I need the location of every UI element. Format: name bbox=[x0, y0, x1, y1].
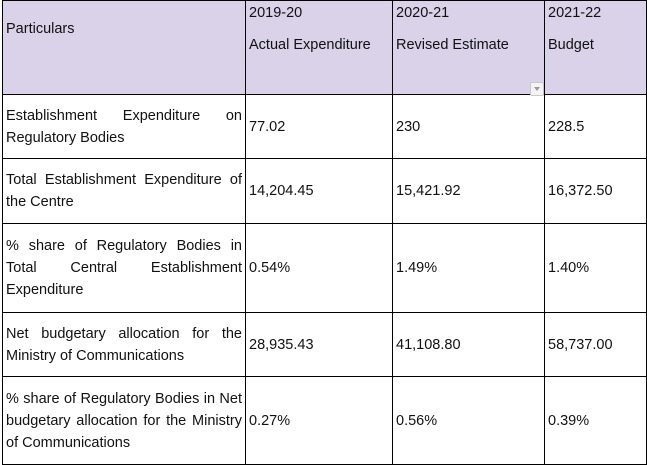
header-year: 2020-21 bbox=[396, 5, 450, 21]
cell-2020-21[interactable]: 230 bbox=[393, 95, 545, 159]
cell-2019-20[interactable]: 14,204.45 bbox=[246, 159, 393, 224]
table-row bbox=[3, 95, 647, 159]
budget-table bbox=[2, 0, 647, 465]
cell-2020-21[interactable]: 1.49% bbox=[393, 224, 545, 313]
header-year: 2019-20 bbox=[249, 5, 303, 21]
header-particulars[interactable] bbox=[3, 1, 246, 95]
header-type: Revised Estimate bbox=[396, 37, 509, 53]
row-label[interactable]: % share of Regulatory Bodies in Net budgetary allocation for the Ministry of Communications bbox=[3, 377, 246, 465]
table-row bbox=[3, 159, 647, 224]
row-label[interactable]: Establishment Expenditure on Regulatory Bodies bbox=[3, 95, 246, 159]
table-row bbox=[3, 377, 647, 465]
table-row bbox=[3, 313, 647, 377]
cell-2021-22[interactable]: 16,372.50 bbox=[545, 159, 647, 224]
chevron-down-icon[interactable] bbox=[530, 82, 544, 96]
cell-2019-20[interactable]: 77.02 bbox=[246, 95, 393, 159]
cell-2019-20[interactable]: 0.27% bbox=[246, 377, 393, 465]
row-label[interactable]: Total Establishment Expenditure of the Centre bbox=[3, 159, 246, 224]
header-row bbox=[3, 1, 647, 95]
cell-2021-22[interactable]: 228.5 bbox=[545, 95, 647, 159]
header-col-2021-22[interactable] bbox=[545, 1, 647, 95]
cell-2019-20[interactable]: 28,935.43 bbox=[246, 313, 393, 377]
cell-2021-22[interactable]: 58,737.00 bbox=[545, 313, 647, 377]
table-row bbox=[3, 224, 647, 313]
cell-2021-22[interactable]: 1.40% bbox=[545, 224, 647, 313]
cell-2019-20[interactable]: 0.54% bbox=[246, 224, 393, 313]
header-col-2019-20[interactable] bbox=[246, 1, 393, 95]
header-year: 2021-22 bbox=[548, 5, 602, 21]
header-particulars-label: Particulars bbox=[6, 21, 75, 37]
cell-2021-22[interactable]: 0.39% bbox=[545, 377, 647, 465]
header-col-2020-21[interactable] bbox=[393, 1, 545, 95]
row-label[interactable]: % share of Regulatory Bodies in Total Central Establishment Expenditure bbox=[3, 224, 246, 313]
header-type: Budget bbox=[548, 37, 594, 53]
cell-2020-21[interactable]: 15,421.92 bbox=[393, 159, 545, 224]
cell-2020-21[interactable]: 0.56% bbox=[393, 377, 545, 465]
row-label[interactable]: Net budgetary allocation for the Ministry of Communications bbox=[3, 313, 246, 377]
header-type: Actual Expenditure bbox=[249, 37, 371, 53]
cell-2020-21[interactable]: 41,108.80 bbox=[393, 313, 545, 377]
